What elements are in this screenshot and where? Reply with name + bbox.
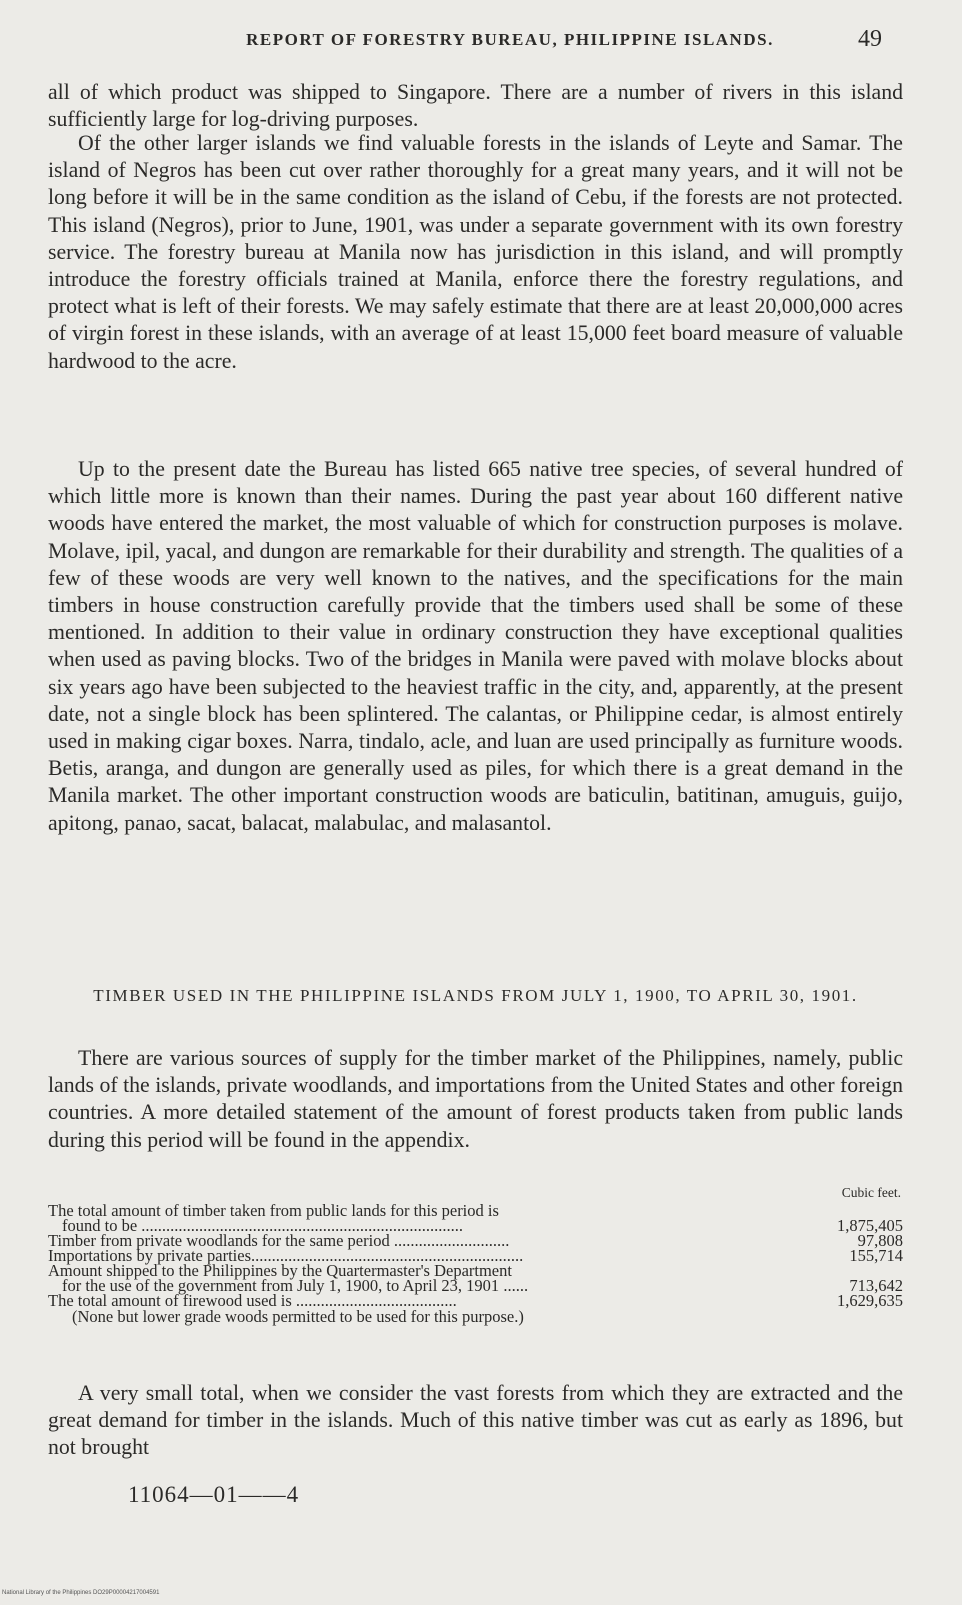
row-label: Timber from private woodlands for the same period	[48, 1231, 390, 1250]
row-label-continued: found to be	[62, 1216, 138, 1235]
section-heading: TIMBER USED IN THE PHILIPPINE ISLANDS FROM JULY 1, 1900, TO APRIL 30, 1901.	[93, 986, 858, 1005]
row-value: 155,714	[849, 1246, 903, 1265]
library-stamp: National Library of the Philippines DO29P00004217004591	[2, 1590, 160, 1596]
running-title: REPORT OF FORESTRY BUREAU, PHILIPPINE ISLANDS.	[246, 30, 774, 49]
page-number: 49	[858, 26, 882, 52]
table-row: The total amount of firewood used is ....................................... 1,629,635	[48, 1291, 903, 1310]
table-row: Timber from private woodlands for the same period ............................ 97,808	[48, 1231, 903, 1250]
row-value: 713,642	[849, 1276, 903, 1295]
table-row: Importations by private parties.................................................................. 155,714	[48, 1246, 903, 1265]
paragraph-3: Up to the present date the Bureau has listed 665 native tree species, of several hundred of which little more is known than their names. During the past year about 160 different native woods have entered the market, the most valuable of which for construction purposes is molave. Molave, ipil, yacal, and dungon are remarkable for their durability and strength. The qualities of a few of these woods are very well known to the natives, and the specifications for the main timbers in house construction carefully provide that the timbers used shall be some of these mentioned. In addition to their value in ordinary construction they have exceptional qualities when used as paving blocks. Two of the bridges in Manila were paved with molave blocks about six years ago have been subjected to the heaviest traffic in the city, and, apparently, at the present date, not a single block has been splintered. The calantas, or Philippine cedar, is almost entirely used in making cigar boxes. Narra, tindalo, acle, and luan are used principally as furniture woods. Betis, aranga, and dungon are generally used as piles, for which there is a great demand in the Manila market. The other important construction woods are baticulin, batitinan, amuguis, guijo, apitong, panao, sacat, balacat, malabulac, and malasantol.	[48, 457, 903, 835]
signature-line: 11064—01——4	[128, 1482, 300, 1507]
closing-paragraph: A very small total, when we consider the vast forests from which they are extracted and the great demand for timber in the islands. Much of this native timber was cut as early as 1896, but not brought	[48, 1381, 903, 1460]
table-note: (None but lower grade woods permitted to be used for this purpose.)	[72, 1307, 524, 1326]
section-intro: There are various sources of supply for the timber market of the Philippines, namely, public lands of the islands, private woodlands, and importations from the United States and other foreign countries. A more detailed statement of the amount of forest products taken from public lands during this period will be found in the appendix.	[48, 1046, 903, 1152]
row-value: 97,808	[857, 1231, 903, 1250]
paragraph-2: Of the other larger islands we find valuable forests in the islands of Leyte and Samar. The island of Negros has been cut over rather thoroughly for a great many years, and it will not be long before it will be in the same condition as the island of Cebu, if the forests are not protected. This island (Negros), prior to June, 1901, was under a separate government with its own forestry service. The forestry bureau at Manila now has jurisdiction in this island, and will promptly introduce the forestry officials trained at Manila, enforce there the forestry regulations, and protect what is left of their forests. We may safely estimate that there are at least 20,000,000 acres of virgin forest in these islands, with an average of at least 15,000 feet board measure of valuable hardwood to the acre.	[48, 131, 903, 373]
row-value: 1,629,635	[837, 1291, 903, 1310]
row-label: Importations by private parties	[48, 1246, 251, 1265]
timber-table	[48, 1185, 903, 1326]
row-label: Amount shipped to the Philippines by the Quartermaster's Department	[48, 1261, 512, 1280]
table-row: Amount shipped to the Philippines by the Quartermaster's Department for the use of the government from July 1, 1900, to April 23, 1901 ...... 713,642	[48, 1261, 903, 1295]
unit-header: Cubic feet.	[841, 1185, 901, 1200]
paragraph-1: all of which product was shipped to Singapore. There are a number of rivers in this island sufficiently large for log-driving purposes.	[48, 80, 903, 132]
row-label: The total amount of timber taken from public lands for this period is	[48, 1201, 499, 1220]
row-label: The total amount of firewood used is	[48, 1291, 292, 1310]
table-row: The total amount of timber taken from public lands for this period is found to be .............................................................................. 1,875,405	[48, 1201, 903, 1235]
row-value: 1,875,405	[837, 1216, 903, 1235]
row-label-continued: for the use of the government from July 1, 1900, to April 23, 1901	[62, 1276, 500, 1295]
